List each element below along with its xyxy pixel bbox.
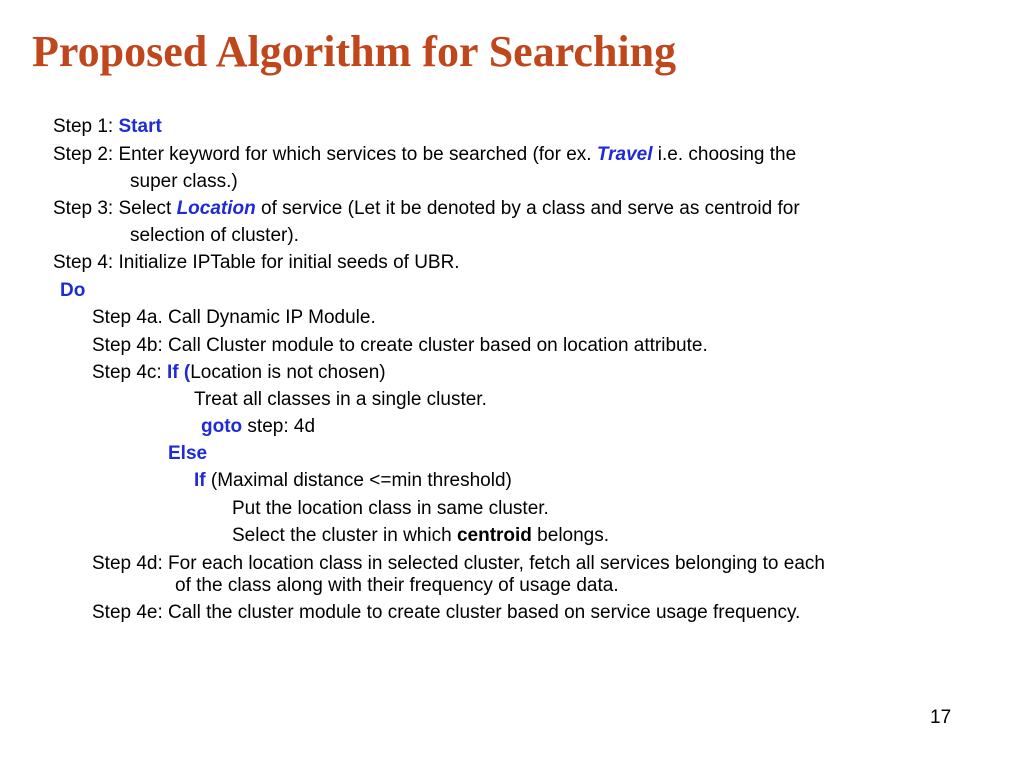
page-number: 17	[930, 707, 952, 728]
slide-title: Proposed Algorithm for Searching	[32, 27, 677, 76]
else-line	[168, 441, 207, 467]
keyword-goto: goto	[201, 416, 243, 437]
step-4d-line: Step 4d: For each location class in selected cluster, fetch all services belonging to each	[92, 553, 825, 574]
step-4c-line	[92, 360, 386, 386]
step-3-text: Step 3: Select	[53, 198, 177, 219]
if-threshold-text: (Maximal distance <=min threshold)	[205, 470, 512, 491]
step-4c-text: Step 4c:	[92, 362, 167, 383]
bold-centroid: centroid	[456, 525, 532, 546]
select-line	[232, 523, 609, 549]
select-text: Select the cluster in which	[232, 525, 457, 546]
step-3-line	[53, 196, 800, 222]
do-line	[60, 278, 85, 304]
keyword-do: Do	[60, 280, 86, 301]
step-4a-line: Step 4a. Call Dynamic IP Module.	[92, 307, 376, 328]
step-1-line	[53, 114, 162, 140]
treat-line: Treat all classes in a single cluster.	[194, 389, 487, 410]
step-4d-continuation: of the class along with their frequency of usage data.	[175, 575, 619, 596]
step-4b-line: Step 4b: Call Cluster module to create cluster based on location attribute.	[92, 335, 708, 356]
goto-suffix: step: 4d	[242, 416, 316, 437]
put-line: Put the location class in same cluster.	[232, 498, 549, 519]
goto-line	[201, 414, 315, 440]
keyword-start: Start	[118, 116, 162, 137]
keyword-if: If (	[167, 362, 191, 383]
select-suffix: belongs.	[531, 525, 610, 546]
step-2-text: Step 2: Enter keyword for which services to be searched (for ex.	[53, 144, 597, 165]
step-2-suffix: i.e. choosing the	[652, 144, 797, 165]
keyword-else: Else	[168, 443, 208, 464]
step-4e-line: Step 4e: Call the cluster module to create cluster based on service usage frequency.	[92, 602, 801, 623]
step-3-suffix: of service (Let it be denoted by a class and serve as centroid for	[255, 198, 800, 219]
if-threshold-line	[194, 468, 512, 494]
step-2-line	[53, 142, 796, 168]
keyword-travel: Travel	[596, 144, 653, 165]
step-2-continuation: super class.)	[130, 171, 238, 192]
step-4c-suffix: Location is not chosen)	[190, 362, 386, 383]
step-4-line: Step 4: Initialize IPTable for initial seeds of UBR.	[53, 252, 460, 273]
keyword-if-2: If	[194, 470, 206, 491]
step-1-text: Step 1:	[53, 116, 119, 137]
step-3-continuation: selection of cluster).	[130, 225, 299, 246]
keyword-location: Location	[176, 198, 256, 219]
